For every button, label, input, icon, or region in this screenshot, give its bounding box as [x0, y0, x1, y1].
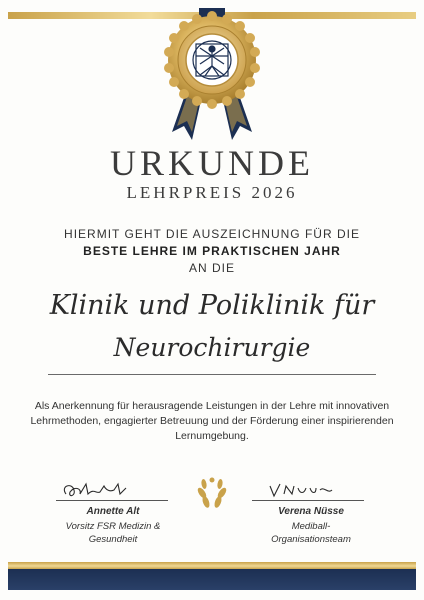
signatory-name-left: Annette Alt — [86, 506, 140, 517]
signature-line-left — [56, 500, 168, 501]
divider-line — [48, 374, 376, 375]
recipient-line-2: Neurochirurgie — [113, 333, 311, 362]
award-name: BESTE LEHRE IM PRAKTISCHEN JAHR — [83, 244, 341, 258]
certificate-title: URKUNDE — [110, 143, 314, 183]
certificate-subtitle: LEHRPREIS 2026 — [126, 183, 298, 202]
role-left-line1: Vorsitz FSR Medizin & — [65, 521, 161, 532]
signature-line-right — [252, 500, 364, 501]
intro-line: HIERMIT GEHT DIE AUSZEICHNUNG FÜR DIE — [64, 227, 360, 241]
recipient-line-1: Klinik und Poliklinik für — [49, 290, 375, 321]
laurel-ornament-icon — [192, 476, 232, 510]
award-seal-icon — [152, 8, 272, 142]
role-right-line1: Mediball- — [291, 521, 331, 532]
award-description: Als Anerkennung für herausragende Leistungen in der Lehre mit innovativen Lehrmethoden, engagierter Betreuung und der Förderung einer inspirierenden Lernumgebung. — [30, 400, 394, 442]
signatory-role-right — [236, 520, 386, 546]
signature-left — [52, 480, 192, 500]
role-right-line2: Organisationsteam — [271, 534, 351, 545]
role-left-line2: Gesundheit — [88, 534, 138, 545]
to-line: AN DIE — [188, 261, 235, 275]
bottom-navy-gold-band — [8, 562, 416, 590]
signatory-name-right: Verena Nüsse — [278, 506, 344, 517]
signatory-role-left — [38, 520, 188, 546]
signature-right — [248, 480, 388, 500]
